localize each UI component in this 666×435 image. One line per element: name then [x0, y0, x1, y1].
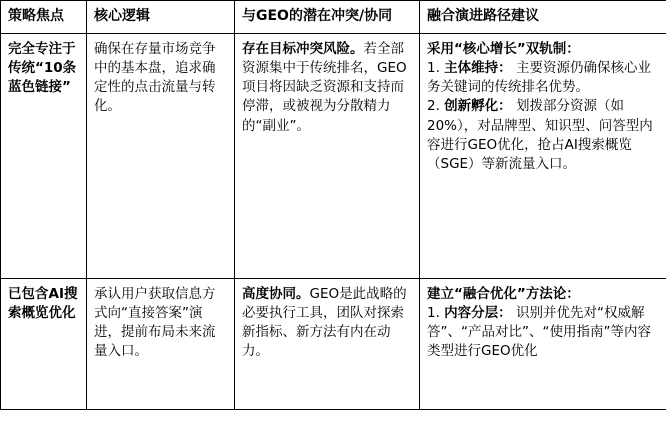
list-item	[427, 97, 659, 174]
cell-core-logic: 承认用户获取信息方式向“直接答案”演进，提前布局未来流量入口。	[87, 278, 235, 409]
column-header-strategy-focus: 策略焦点	[1, 1, 87, 34]
cell-evolution-path	[420, 278, 666, 409]
column-header-geo-conflict: 与GEO的潜在冲突/协同	[235, 1, 420, 34]
cell-evolution-path	[420, 33, 666, 278]
item-title: 内容分层：	[444, 305, 512, 322]
cell-strategy-focus: 完全专注于传统“10条蓝色链接”	[1, 33, 87, 278]
path-lead: 采用“核心增长”双轨制：	[427, 40, 580, 57]
item-text: 划拨部分资源（如20%），对品牌型、知识型、问答型内容进行GEO优化，抢占AI搜索概览（SGE）等新流量入口。	[427, 98, 653, 172]
column-header-core-logic: 核心逻辑	[87, 1, 235, 34]
item-number: 1.	[427, 60, 445, 77]
path-lead: 建立“融合优化”方法论：	[427, 285, 580, 302]
item-title: 主体维持：	[444, 60, 512, 77]
path-item-list	[427, 304, 659, 361]
item-title: 创新孵化：	[444, 98, 512, 115]
cell-core-logic: 确保在存量市场竞争中的基本盘，追求确定性的点击流量与转化。	[87, 33, 235, 278]
cell-geo-conflict	[235, 278, 420, 409]
item-text: 识别并优先对“权威解答”、“产品对比”、“使用指南”等内容类型进行GEO优化	[427, 305, 651, 360]
conflict-body: 若全部资源集中于传统排名，GEO项目将因缺乏资源和支持而停滞，或被视为分散精力的“副业”。	[242, 40, 407, 134]
table-row	[1, 33, 666, 278]
item-number: 1.	[427, 305, 445, 322]
list-item	[427, 59, 659, 97]
conflict-body: GEO是此战略的必要执行工具，团队对探索新指标、新方法有内在动力。	[242, 285, 407, 360]
cell-strategy-focus: 已包含AI搜索概览优化	[1, 278, 87, 409]
path-item-list	[427, 59, 659, 174]
conflict-lead: 存在目标冲突风险。	[242, 40, 364, 57]
table-header-row	[1, 1, 666, 34]
table-row	[1, 278, 666, 409]
item-text: 主要资源仍确保核心业务关键词的传统排名优势。	[427, 60, 651, 96]
column-header-evolution-path: 融合演进路径建议	[420, 1, 666, 34]
item-number: 2.	[427, 98, 445, 115]
list-item	[427, 304, 659, 361]
conflict-lead: 高度协同。	[242, 285, 310, 302]
cell-geo-conflict	[235, 33, 420, 278]
